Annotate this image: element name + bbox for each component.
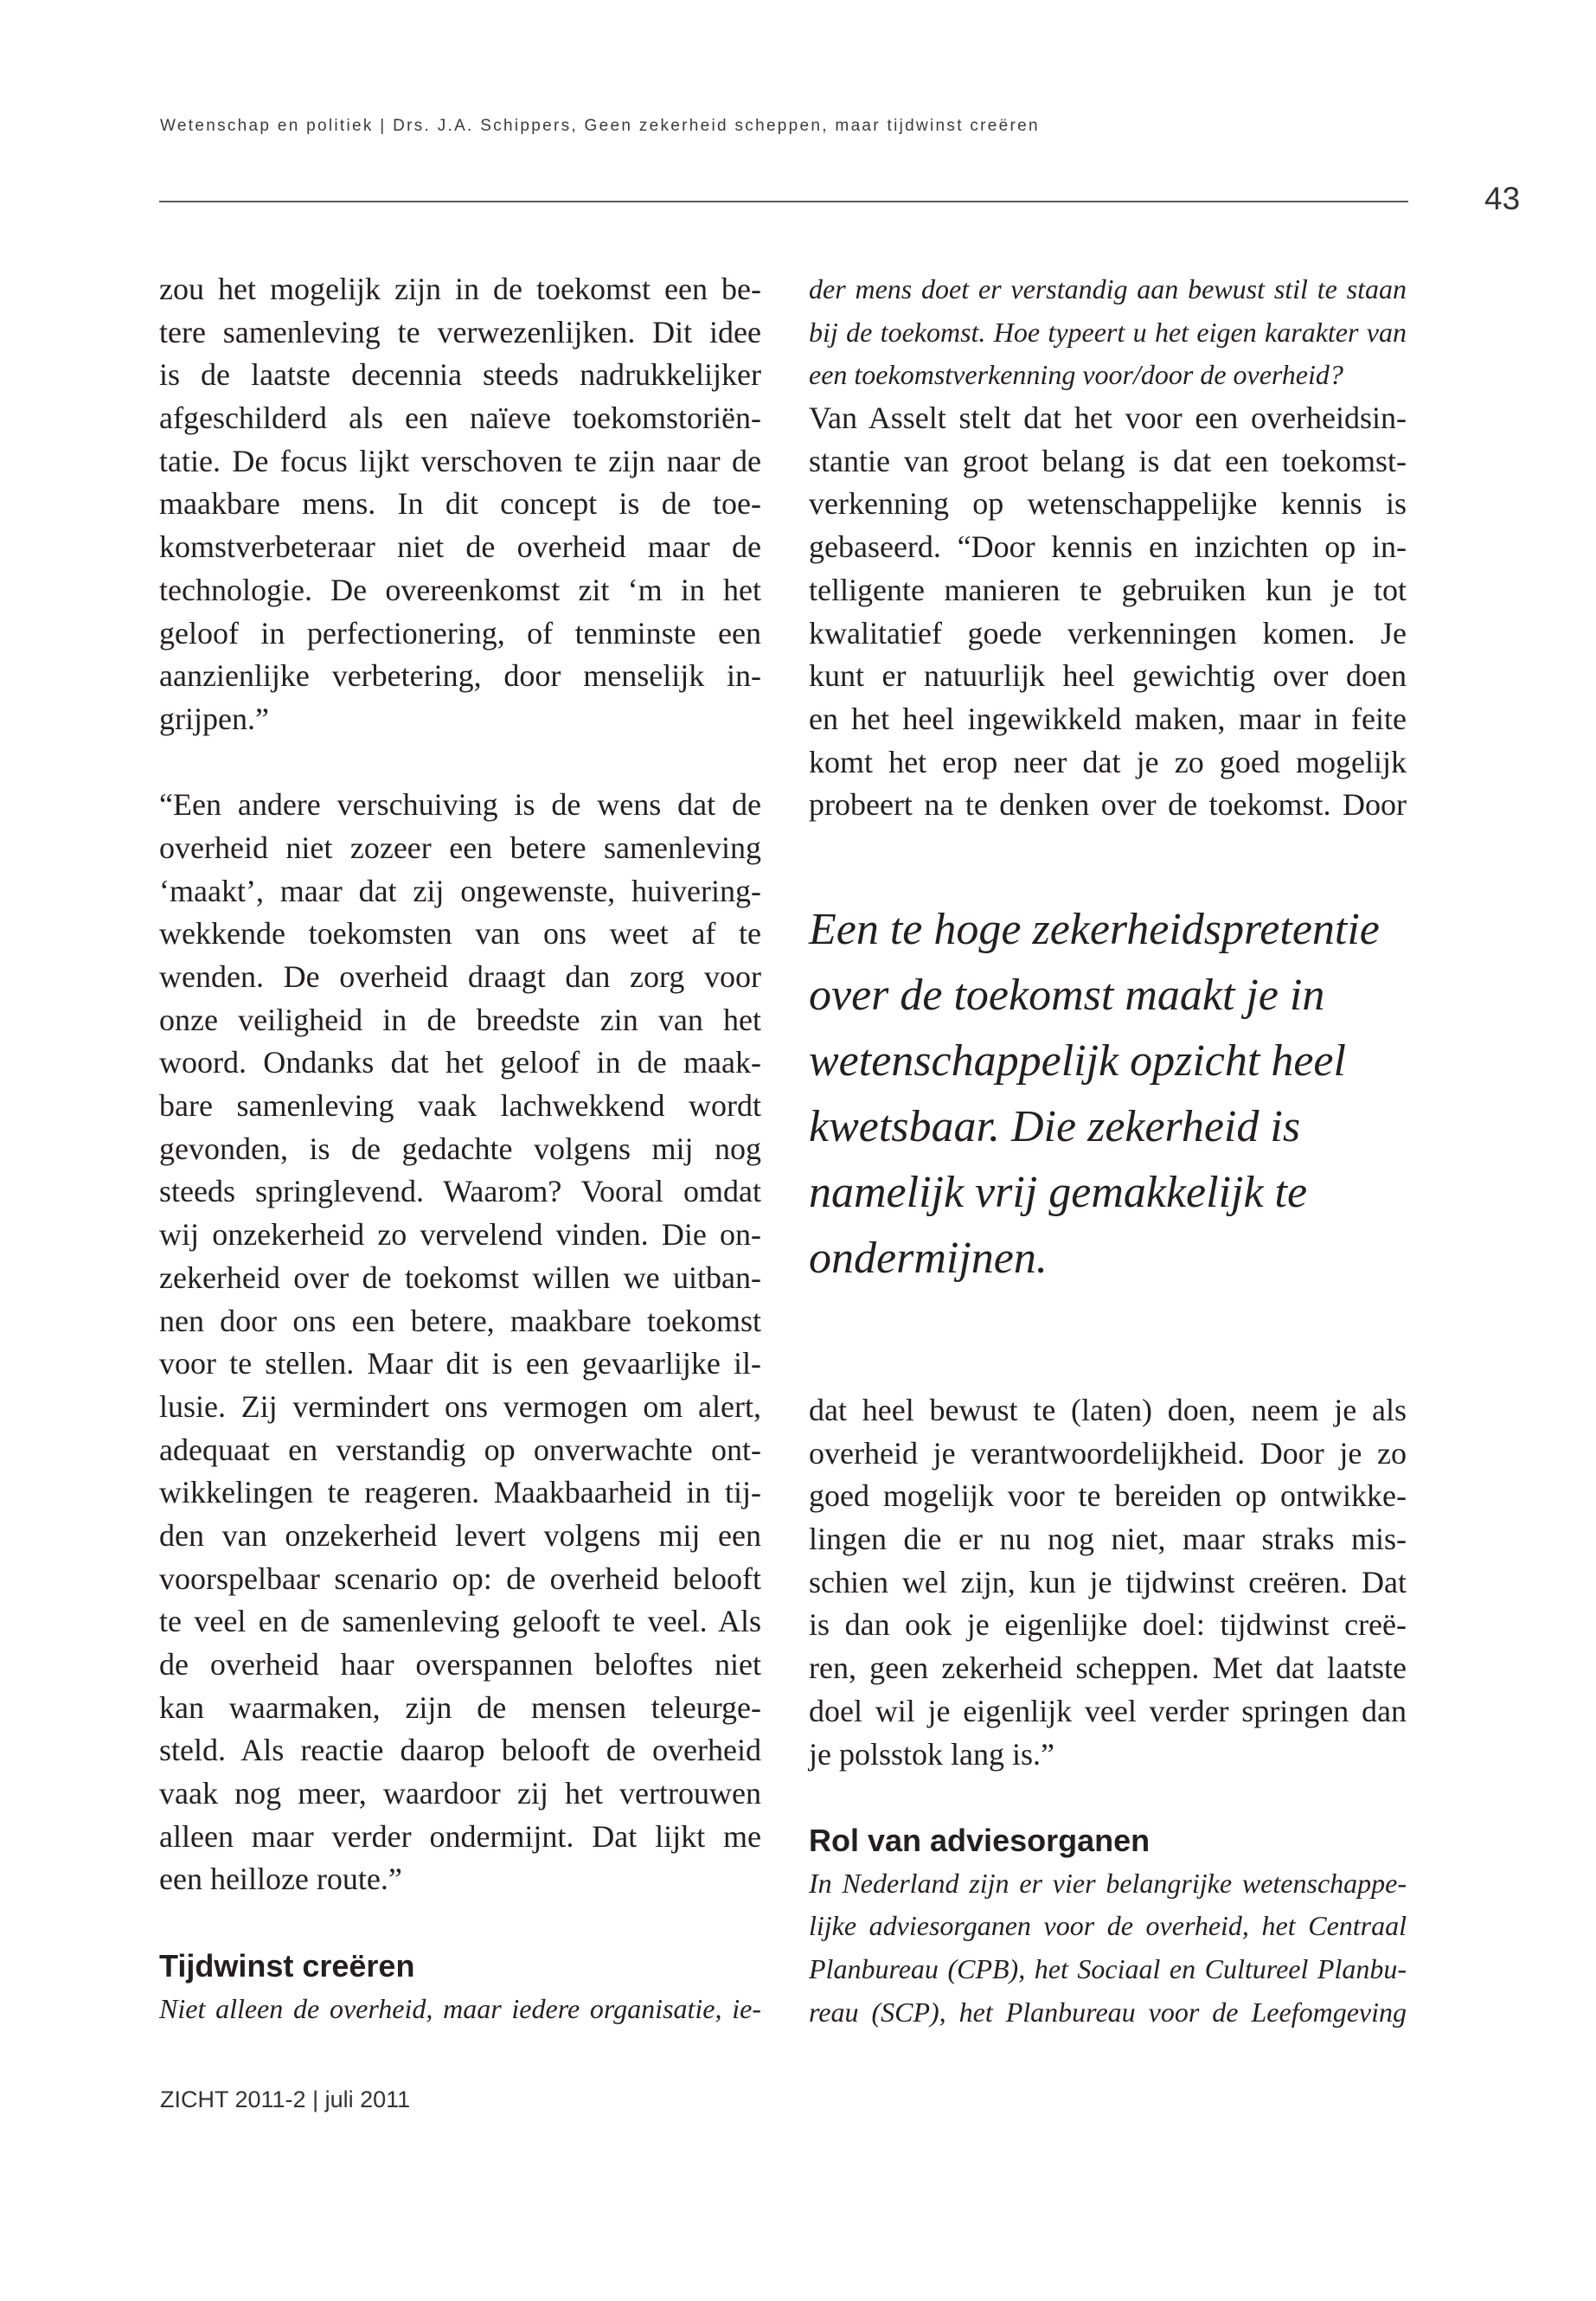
intro-paragraph [809,1862,1407,2035]
pull-quote-line: namelijk vrij gemakkelijk te [809,1168,1308,1217]
body-line: woord. Ondanks dat het geloof in de maak- [159,1045,761,1080]
intro-line: Niet alleen de overheid, maar iedere organisatie, ie- [159,1992,761,2024]
body-line: afgeschilderd als een naïeve toekomstoriën- [159,401,761,436]
header-rule [159,201,1408,202]
body-line: dat heel bewust te (laten) doen, neem je als [809,1393,1407,1427]
body-line: onze veiligheid in de breedste zin van het [159,1002,761,1037]
body-line: gevonden, is de gedachte volgens mij nog [159,1131,761,1166]
body-line: overheid niet zozeer een betere samenleving [159,830,761,865]
body-line: zekerheid over de toekomst willen we uitban- [159,1259,761,1295]
body-line: voor te stellen. Maar dit is een gevaarlijke il- [159,1346,761,1381]
body-line: wenden. De overheid draagt dan zorg voor [159,959,761,994]
body-line: den van onzekerheid levert volgens mij een [159,1517,761,1553]
body-line: geloof in perfectionering, of tenminste een [159,615,761,651]
body-line: bare samenleving vaak lachwekkend wordt [159,1088,761,1124]
body-line: maakbare mens. In dit concept is de toe- [159,486,761,522]
body-line: schien wel zijn, kun je tijdwinst creëren. Dat [809,1564,1407,1599]
body-line: komstverbeteraar niet de overheid maar de [159,529,761,565]
body-line: nen door ons een betere, maakbare toekomst [159,1303,761,1338]
body-line: verkenning op wetenschappelijke kennis is [809,486,1407,522]
running-header: Wetenschap en politiek | Drs. J.A. Schippers, Geen zekerheid scheppen, maar tijdwinst creëren [160,117,1040,135]
body-line: de overheid haar overspannen beloftes niet [159,1647,761,1682]
body-line: grijpen.” [159,701,269,736]
right-column-top [809,268,1407,827]
body-line: wij onzekerheid zo vervelend vinden. Die on- [159,1217,761,1253]
body-line: ‘maakt’, maar dat zij ongewenste, huivering- [159,873,761,908]
paragraph-spacer [809,1776,1407,1819]
body-line: tere samenleving te verwezenlijken. Dit idee [159,314,761,349]
body-line: gebaseerd. “Door kennis en inzichten op in- [809,529,1407,565]
intro-line: In Nederland zijn er vier belangrijke wetenschappe- [809,1867,1407,1899]
pull-quote [809,897,1407,1292]
section-heading: Rol van adviesorganen [809,1822,1151,1858]
intro-line: reau (SCP), het Planbureau voor de Leefomgeving [809,1996,1407,2028]
body-line: wekkende toekomsten van ons weet af te [159,916,761,952]
body-line: is de laatste decennia steeds nadrukkelijker [159,357,761,393]
body-line: overheid je verantwoordelijkheid. Door je zo [809,1435,1407,1471]
body-line: aanzienlijke verbetering, door menselijk in- [159,658,761,694]
intro-line: lijke adviesorganen voor de overheid, het Centraal [809,1910,1407,1942]
body-line: probeert na te denken over de toekomst. Door [809,787,1407,823]
body-line: adequaat en verstandig op onverwachte ont- [159,1432,761,1467]
body-line: je polsstok lang is.” [809,1736,1054,1772]
body-line: lusie. Zij vermindert ons vermogen om alert, [159,1388,761,1424]
body-line: vaak nog meer, waardoor zij het vertrouwen [159,1776,761,1811]
paragraph [159,784,761,1901]
paragraph-spacer [159,741,761,785]
body-line: steeds springlevend. Waarom? Vooral omdat [159,1174,761,1209]
intro-line: der mens doet er verstandig aan bewust stil te staan [809,273,1407,304]
body-line: Van Asselt stelt dat het voor een overheidsin- [809,401,1407,436]
pull-quote-line: kwetsbaar. Die zekerheid is [809,1102,1301,1151]
body-line: steld. Als reactie daarop belooft de overheid [159,1733,761,1768]
body-line: een heilloze route.” [159,1862,402,1897]
body-line: lingen die er nu nog niet, maar straks mis- [809,1522,1407,1557]
paragraph-spacer [159,1901,761,1945]
body-line: ren, geen zekerheid scheppen. Met dat laatste [809,1650,1407,1686]
publication-footer: ZICHT 2011-2 | juli 2011 [160,2086,411,2112]
section-heading: Tijdwinst creëren [159,1947,415,1984]
intro-paragraph [159,1988,761,2031]
body-line: tatie. De focus lijkt verschoven te zijn naar de [159,443,761,478]
pull-quote-line: ondermijnen. [809,1234,1048,1283]
paragraph [809,397,1407,827]
body-line: te veel en de samenleving gelooft te veel. Als [159,1604,761,1639]
body-line: komt het erop neer dat je zo goed mogelijk [809,744,1407,779]
pull-quote-line: Een te hoge zekerheidspretentie [809,905,1380,954]
body-line: “Een andere verschuiving is de wens dat de [159,787,761,823]
paragraph [809,1389,1407,1776]
body-line: en het heel ingewikkeld maken, maar in feite [809,701,1407,736]
intro-line: Planbureau (CPB), het Sociaal en Cultureel Planbu- [809,1952,1407,1984]
intro-line: een toekomstverkenning voor/door de overheid? [809,359,1343,391]
body-line: kunt er natuurlijk heel gewichtig over doen [809,658,1407,694]
body-line: telligente manieren te gebruiken kun je tot [809,572,1407,607]
body-line: technologie. De overeenkomst zit ‘m in het [159,572,761,607]
left-column [159,268,761,2030]
pull-quote-line: over de toekomst maakt je in [809,971,1325,1020]
body-line: zou het mogelijk zijn in de toekomst een be- [159,272,761,306]
paragraph [159,268,761,741]
body-line: kan waarmaken, zijn de mensen teleurge- [159,1689,761,1725]
body-line: doel wil je eigenlijk veel verder springen dan [809,1693,1407,1728]
body-line: alleen maar verder ondermijnt. Dat lijkt me [159,1818,761,1854]
page-number: 43 [1484,181,1521,216]
intro-paragraph [809,268,1407,397]
body-line: goed mogelijk voor te bereiden op ontwikke- [809,1478,1407,1514]
pull-quote-line: wetenschappelijk opzicht heel [809,1036,1346,1086]
body-line: voorspelbaar scenario op: de overheid belooft [159,1561,761,1596]
right-column-bottom [809,1389,1407,2034]
body-line: kwalitatief goede verkenningen komen. Je [809,615,1407,651]
body-line: stantie van groot belang is dat een toekomst- [809,443,1407,478]
body-line: wikkelingen te reageren. Maakbaarheid in tij- [159,1475,761,1510]
intro-line: bij de toekomst. Hoe typeert u het eigen karakter van [809,316,1407,348]
body-line: is dan ook je eigenlijke doel: tijdwinst creë- [809,1607,1407,1643]
